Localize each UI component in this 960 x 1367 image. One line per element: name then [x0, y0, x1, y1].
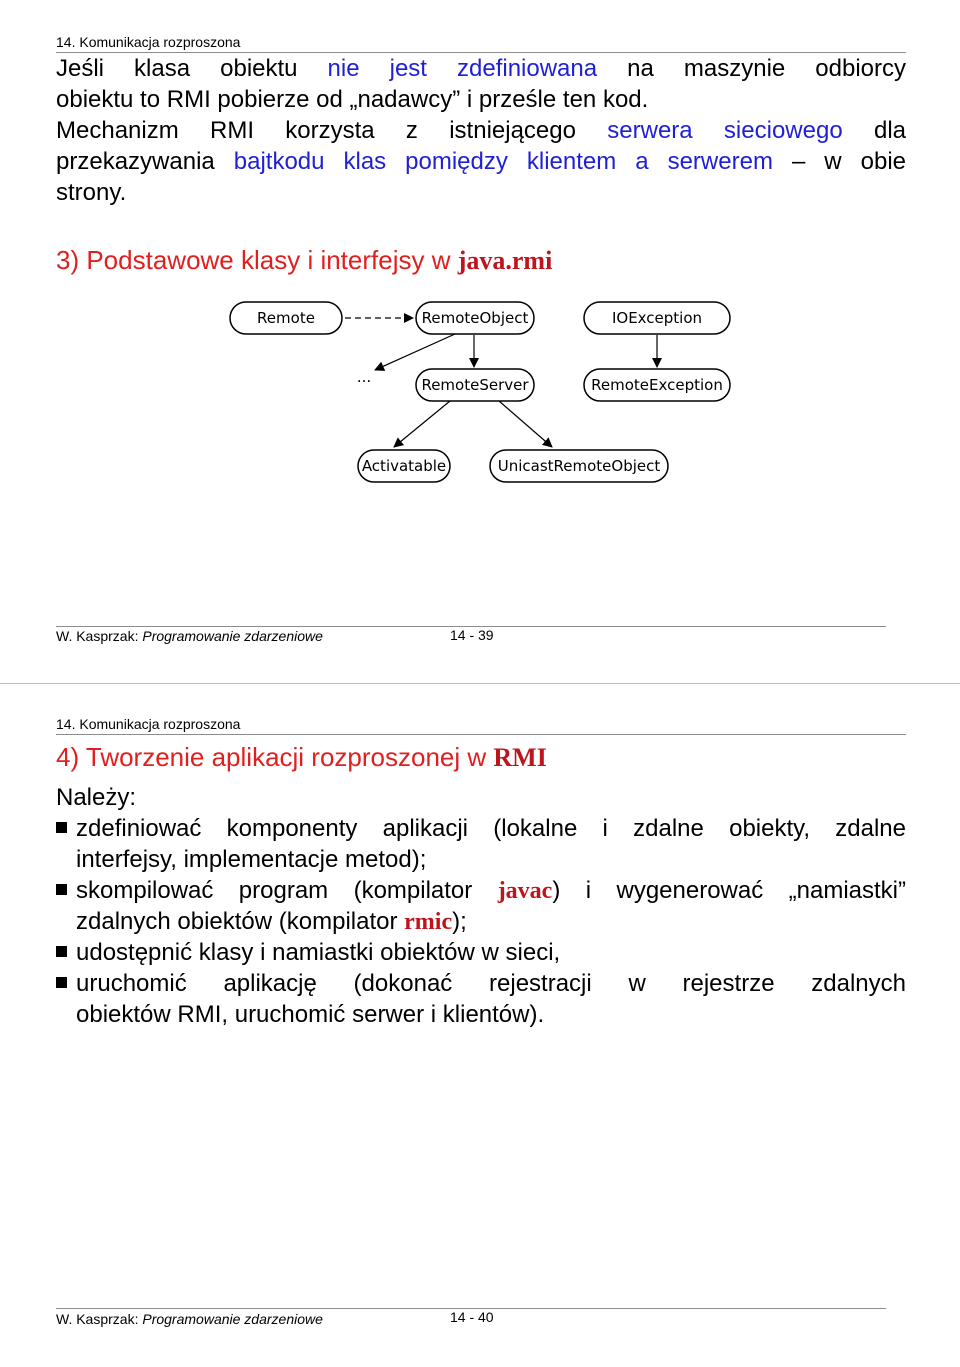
bullet-marker-1: [56, 822, 67, 833]
slide1-section-heading: 3) Podstawowe klasy i interfejsy w java.rmi: [56, 245, 553, 275]
bullet-marker-2: [56, 884, 67, 895]
edge-remoteserver-unicast: [499, 401, 552, 447]
rmi-class-diagram: [220, 288, 740, 488]
slide1-header: 14. Komunikacja rozproszona: [56, 34, 241, 50]
node-unicastremoteobject: [490, 450, 668, 482]
svg-text:RemoteServer: RemoteServer: [421, 376, 529, 394]
node-remoteobject: [416, 302, 534, 334]
slide1-para2-line2: przekazywania bajtkodu klas pomiędzy klientem a serwerem – w obie: [56, 148, 907, 175]
bullet-marker-3: [56, 946, 67, 957]
bullet-3: udostępnić klasy i namiastki obiektów w sieci,: [76, 939, 561, 966]
slide2-header: 14. Komunikacja rozproszona: [56, 716, 241, 732]
svg-text:UnicastRemoteObject: UnicastRemoteObject: [497, 457, 661, 475]
bullet-4-line2: obiektów RMI, uruchomić serwer i klientów).: [76, 1001, 545, 1028]
bullet-marker-4: [56, 977, 67, 988]
bullet-1-line2: interfejsy, implementacje metod);: [76, 846, 427, 873]
node-remote: [230, 302, 342, 334]
slide2-page-number: 14 - 40: [450, 1309, 494, 1325]
slide2-intro: Należy:: [56, 784, 137, 811]
svg-text:Activatable: Activatable: [361, 457, 447, 475]
node-activatable: [358, 450, 450, 482]
slide2-header-rule: [56, 734, 906, 735]
bullet-1-line1: zdefiniować komponenty aplikacji (lokalne i zdalne obiekty, zdalne: [76, 815, 906, 842]
svg-text:Remote: Remote: [257, 309, 315, 327]
svg-text:IOException: IOException: [611, 309, 703, 327]
diagram-ellipsis: ...: [356, 368, 372, 386]
edge-remoteserver-activatable: [394, 401, 450, 447]
slide1-page-number: 14 - 39: [450, 627, 494, 643]
node-ioexception: [584, 302, 730, 334]
bullet-4-line1: uruchomić aplikację (dokonać rejestracji w rejestrze zdalnych: [76, 970, 906, 997]
svg-text:RemoteException: RemoteException: [591, 376, 723, 394]
bullet-2-line1: skompilować program (kompilator javac) i wygenerować „namiastki”: [76, 877, 907, 904]
slide1-para2-line1: Mechanizm RMI korzysta z istniejącego serwera sieciowego dla: [56, 117, 906, 144]
slide1-para1-line1: Jeśli klasa obiektu nie jest zdefiniowana na maszynie odbiorcy: [56, 55, 907, 82]
svg-text:RemoteObject: RemoteObject: [421, 309, 529, 327]
edge-remoteobject-ellipsis: [375, 334, 455, 370]
bullet-2-line2: zdalnych obiektów (kompilator rmic);: [76, 908, 467, 935]
node-remoteexception: [584, 369, 730, 401]
slide2-section-heading: 4) Tworzenie aplikacji rozproszonej w RMI: [56, 742, 547, 772]
slide1-footer-author: W. Kasprzak: Programowanie zdarzeniowe: [56, 628, 323, 644]
slide1-para1-line2: obiektu to RMI pobierze od „nadawcy” i prześle ten kod.: [56, 86, 649, 113]
slide1-para2-line3: strony.: [56, 179, 127, 206]
page-separator: [0, 683, 960, 684]
node-remoteserver: [416, 369, 534, 401]
slide2-footer-author: W. Kasprzak: Programowanie zdarzeniowe: [56, 1311, 323, 1327]
